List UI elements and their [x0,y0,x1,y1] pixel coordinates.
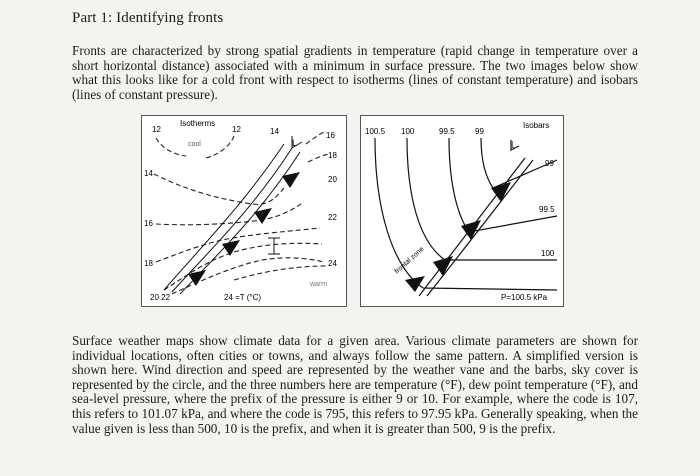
figure-title: Isotherms [180,119,216,128]
label-16-right: 16 [326,131,335,140]
isotherm-14 [154,174,284,204]
label-16-left: 16 [144,219,153,228]
label-20-right: 20 [328,175,337,184]
isobar-figure [360,115,564,307]
isotherm-24 [234,266,326,280]
isotherm-figure [141,115,347,307]
label-100-5-top: 100.5 [365,127,386,136]
axis-label-pressure: P=100.5 kPa [501,293,548,302]
label-100-right: 100 [541,249,555,258]
label-14-left: 14 [144,169,153,178]
section-heading: Part 1: Identifying fronts [72,10,224,26]
isobar-diagram [361,116,563,306]
label-14-top: 14 [270,127,279,136]
label-12-left: 12 [152,125,161,134]
label-99-top: 99 [475,127,484,136]
label-frontal-zone: frontal zone [393,245,426,276]
intro-paragraph: Fronts are characterized by strong spatial gradients in temperature (rapid change in temperature over a short horizontal distance) associated with a minimum in surface pressure. The two images below show what this looks like for a cold front with respect to isotherms (lines of constant temperature) and isobars (lines of constant pressure). [72,43,638,102]
label-low: L [292,138,298,148]
axis-label-temperature: 24 =T (°C) [224,293,262,302]
isotherm-12-right [206,136,234,158]
label-22-right: 22 [328,213,337,222]
label-18-left: 18 [144,259,153,268]
isotherm-16-right [306,132,324,144]
label-warm: warm [310,281,328,288]
label-cool: cool [188,141,201,148]
label-99-5-right: 99.5 [539,205,555,214]
isotherm-18-right [308,154,328,162]
figure-title: Isobars [523,121,550,130]
label-99-5-top: 99.5 [439,127,455,136]
marker-i [268,238,280,254]
isotherm-12-left [156,138,186,156]
label-100-top: 100 [401,127,415,136]
label-18-right: 18 [328,151,337,160]
label-low: L [511,140,517,151]
label-99-right: 99 [545,159,554,168]
label-12-right: 12 [232,125,241,134]
weather-map-paragraph: Surface weather maps show climate data for a given area. Various climate parameters are shown for individual locations, often cities or towns, and always follow the same pattern. A simplified version is shown here. Wind direction and speed are represented by the weather vane and the barbs, sky cover is represented by the circle, and the three numbers here are temperature (°F), dew point temperature (°F), and sea-level pressure, where the prefix of the pressure is either 9 or 10. For example, where the code is 107, this refers to 101.07 kPa, and where the code is 795, this refers to 97.95 kPa. Generally speaking, when the value given is less than 500, 10 is the prefix, and when it is greater than 500, 9 is the prefix. [72,333,638,436]
isotherm-16 [156,202,304,225]
label-20-22: 20 22 [150,293,171,302]
label-24-right: 24 [328,259,337,268]
front-triangle-4 [405,276,425,292]
front-triangle-3 [222,240,240,256]
isotherm-diagram [142,116,346,306]
